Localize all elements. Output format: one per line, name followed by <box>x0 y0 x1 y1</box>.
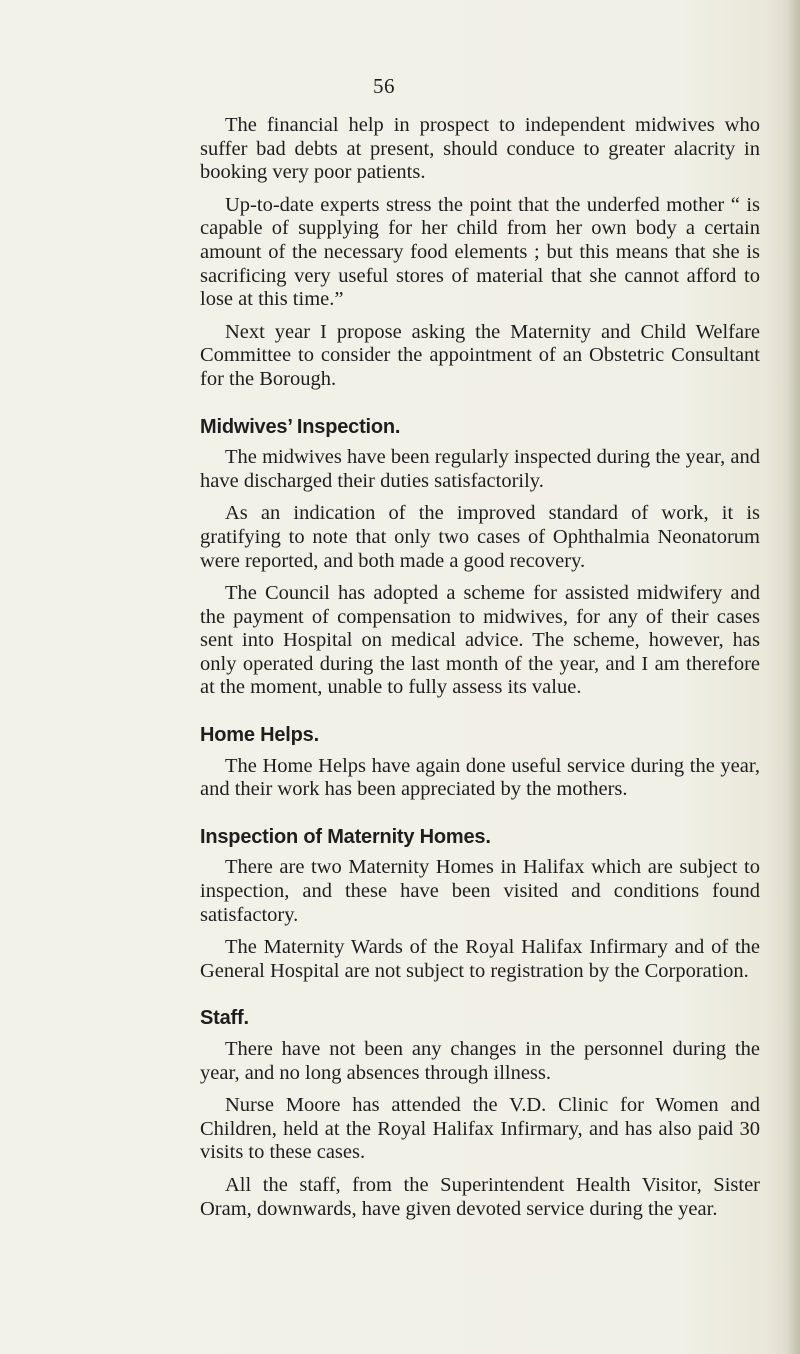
staff-paragraph-1: There have not been any changes in the personnel during the year, and no long absences through illness. <box>200 1038 760 1084</box>
intro-paragraph-2: Up-to-date experts stress the point that the underfed mother “ is capable of supplying for her child from her own body a certain amount of the necessary food elements ; but this means that she is sacrificing very useful stores of material that she cannot afford to lose at this time.” <box>200 193 760 311</box>
midwives-paragraph-1: The midwives have been regularly inspected during the year, and have discharged their duties satisfactorily. <box>200 446 760 492</box>
section-heading-maternity-homes: Inspection of Maternity Homes. <box>200 825 491 848</box>
section-heading-home-helps: Home Helps. <box>200 724 319 747</box>
maternity-homes-paragraph-1: There are two Maternity Homes in Halifax which are subject to inspection, and these have been visited and conditions found satisfactory. <box>200 856 760 926</box>
home-helps-paragraph-1: The Home Helps have again done useful service during the year, and their work has been appreciated by the mothers. <box>200 754 760 801</box>
maternity-homes-paragraph-2: The Maternity Wards of the Royal Halifax Infirmary and of the General Hospital are not subject to registration by the Corporation. <box>200 936 760 982</box>
midwives-paragraph-3: The Council has adopted a scheme for assisted midwifery and the payment of compensation to midwives, for any of their cases sent into Hospital on medical advice. The scheme, however, has only operated during the last month of the year, and I am therefore at the moment, unable to fully assess its value. <box>200 582 760 699</box>
page-edge-shadow <box>786 0 800 1354</box>
section-heading-staff: Staff. <box>200 1007 249 1030</box>
staff-paragraph-2: Nurse Moore has attended the V.D. Clinic for Women and Children, held at the Royal Halifax Infirmary, and has also paid 30 visits to these cases. <box>200 1094 760 1164</box>
midwives-paragraph-2: As an indication of the improved standard of work, it is gratifying to note that only two cases of Ophthalmia Neonatorum were reported, and both made a good recovery. <box>200 502 760 572</box>
staff-paragraph-3: All the staff, from the Superintendent Health Visitor, Sister Oram, downwards, have given devoted service during the year. <box>200 1173 760 1220</box>
intro-paragraph-3: Next year I propose asking the Maternity and Child Welfare Committee to consider the appointment of an Obstetric Consultant for the Borough. <box>200 320 760 390</box>
page-number: 56 <box>373 74 395 98</box>
section-heading-midwives-inspection: Midwives’ Inspection. <box>200 415 401 438</box>
intro-paragraph-1: The financial help in prospect to independent midwives who suffer bad debts at present, should conduce to greater alacrity in booking very poor patients. <box>200 114 760 184</box>
document-body <box>200 114 760 1230</box>
